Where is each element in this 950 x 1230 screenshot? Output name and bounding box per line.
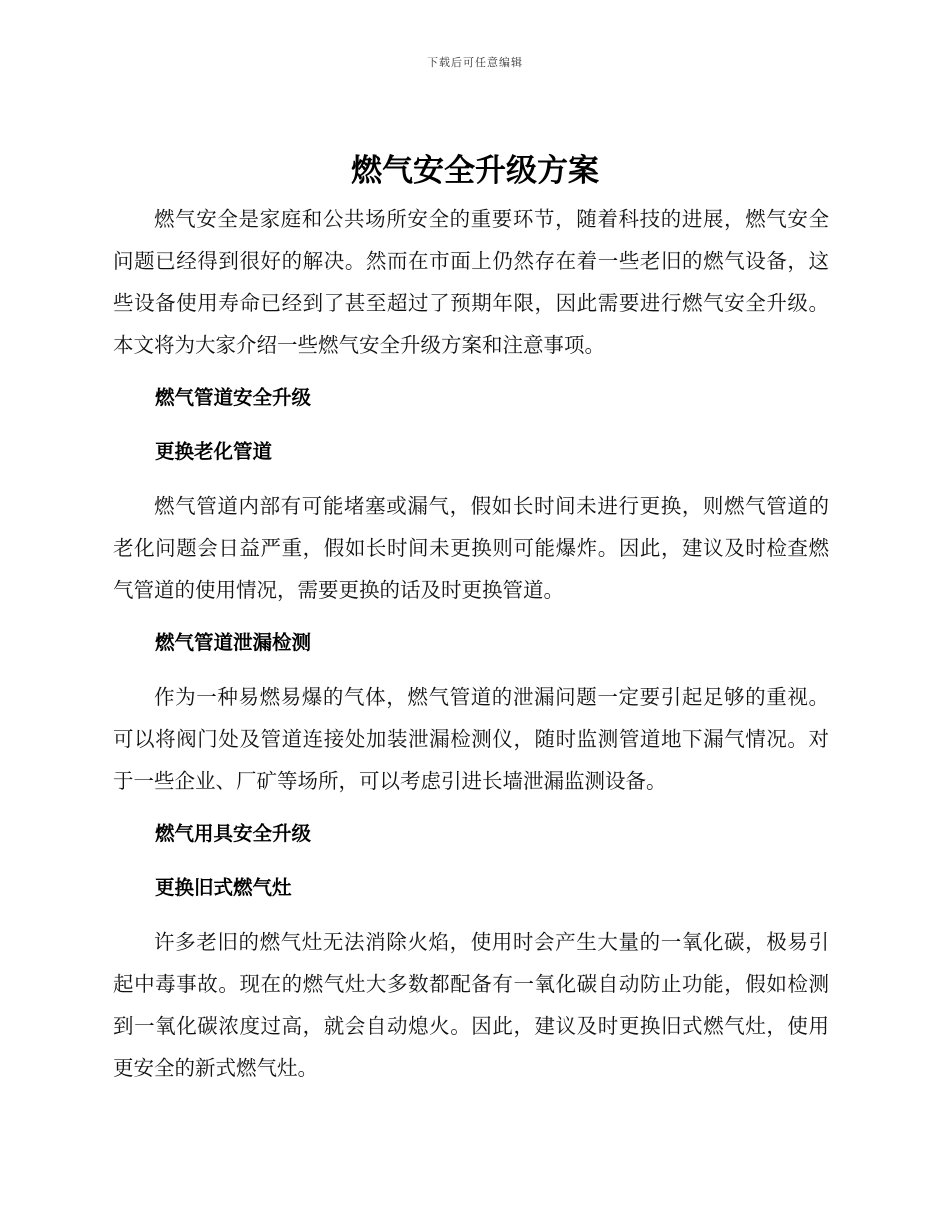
intro-paragraph: 燃气安全是家庭和公共场所安全的重要环节，随着科技的进展，燃气安全问题已经得到很好的解决。然而在市面上仍然存在着一些老旧的燃气设备，这些设备使用寿命已经到了甚至超过了预期年限，因此需要进行燃气安全升级。本文将为大家介绍一些燃气安全升级方案和注意事项。: [113, 207, 829, 357]
paragraph-replace-pipes: 燃气管道内部有可能堵塞或漏气，假如长时间未进行更换，则燃气管道的老化问题会日益严重，假如长时间未更换则可能爆炸。因此，建议及时检查燃气管道的使用情况，需要更换的话及时更换管道。: [113, 494, 829, 602]
document-title: 燃气安全升级方案: [351, 153, 599, 189]
paragraph-leak-detection: 作为一种易燃易爆的气体，燃气管道的泄漏问题一定要引起足够的重视。可以将阀门处及管道连接处加装泄漏检测仪，随时监测管道地下漏气情况。对于一些企业、厂矿等场所，可以考虑引进长墙泄漏监测设备。: [113, 685, 829, 793]
section-heading-pipeline: 燃气管道安全升级: [155, 386, 312, 409]
paragraph-replace-stove: 许多老旧的燃气灶无法消除火焰，使用时会产生大量的一氧化碳，极易引起中毒事故。现在的燃气灶大多数都配备有一氧化碳自动防止功能，假如检测到一氧化碳浓度过高，就会自动熄火。因此，建议及时更换旧式燃气灶，使用更安全的新式燃气灶。: [113, 930, 829, 1080]
document-body: [113, 198, 829, 1100]
subheading-leak-detection: 燃气管道泄漏检测: [155, 631, 312, 654]
section-heading-appliances: 燃气用具安全升级: [155, 822, 312, 845]
subheading-replace-pipes: 更换老化管道: [155, 440, 273, 463]
header-note: 下载后可任意编辑: [427, 56, 523, 69]
subheading-replace-stove: 更换旧式燃气灶: [155, 876, 292, 899]
